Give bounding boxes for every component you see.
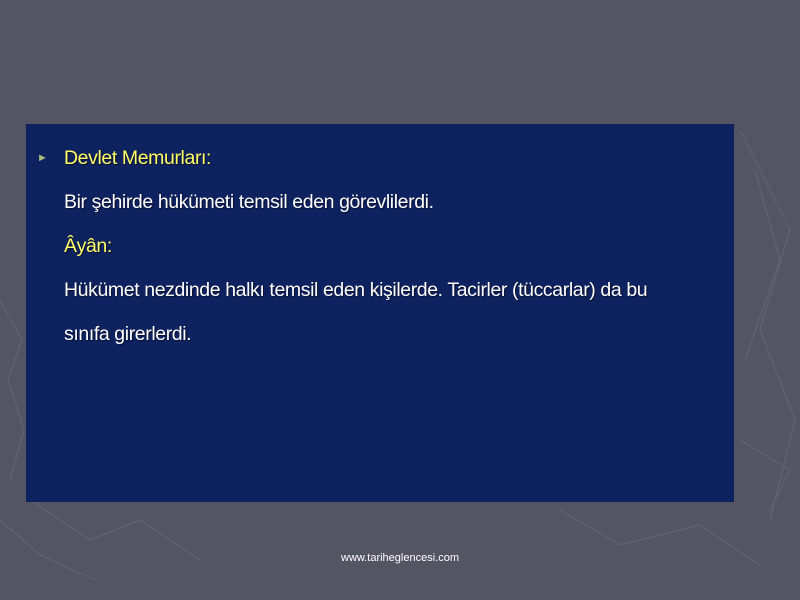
body-ayan-line-1: Hükümet nezdinde halkı temsil eden kişilerde. Tacirler (tüccarlar) da bu: [64, 279, 648, 301]
footer-url: www.tariheglencesi.com: [341, 552, 459, 564]
heading-ayan: Âyân:: [64, 235, 112, 257]
body-devlet-memurlari: Bir şehirde hükümeti temsil eden görevlilerdi.: [64, 191, 434, 213]
bullet-icon: ►: [37, 152, 48, 164]
content-panel: [26, 124, 734, 502]
heading-devlet-memurlari: Devlet Memurları:: [64, 147, 212, 169]
body-ayan-line-2: sınıfa girerlerdi.: [64, 323, 192, 345]
